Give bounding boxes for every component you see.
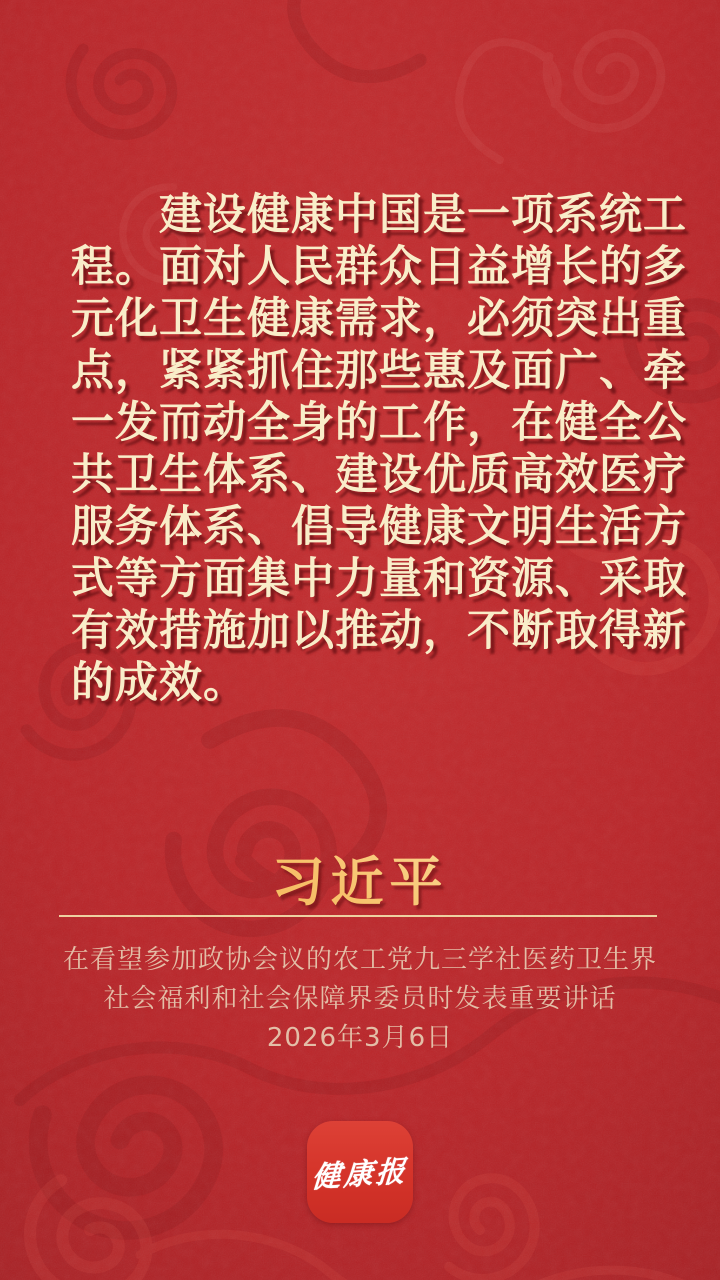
quote-line: 的成效。	[71, 658, 247, 708]
quote-line: 点，紧紧抓住那些惠及面广、牵	[71, 346, 687, 396]
attribution-line-2: 社会福利和社会保障界委员时发表重要讲话	[103, 984, 617, 1014]
quote-line: 式等方面集中力量和资源、采取	[71, 554, 687, 604]
divider-line	[59, 915, 657, 917]
quote-line: 元化卫生健康需求，必须突出重	[71, 294, 687, 344]
quote-line: 建设健康中国是一项系统工	[159, 190, 687, 240]
attribution-date: 2026年3月6日	[266, 1023, 454, 1053]
attribution	[0, 941, 720, 1058]
quote-line: 一发而动全身的工作，在健全公	[71, 398, 687, 448]
health-news-logo-text: 健康报	[310, 1153, 409, 1194]
health-news-logo	[307, 1121, 413, 1223]
signature: 习近平	[0, 840, 720, 916]
quote-line: 程。面对人民群众日益增长的多	[71, 242, 687, 292]
quote-line: 有效措施加以推动，不断取得新	[71, 606, 687, 656]
quote-text	[71, 189, 687, 709]
attribution-line-1: 在看望参加政协会议的农工党九三学社医药卫生界	[62, 945, 657, 975]
quote-line: 服务体系、倡导健康文明生活方	[71, 502, 687, 552]
quote-line: 共卫生体系、建设优质高效医疗	[71, 450, 687, 500]
